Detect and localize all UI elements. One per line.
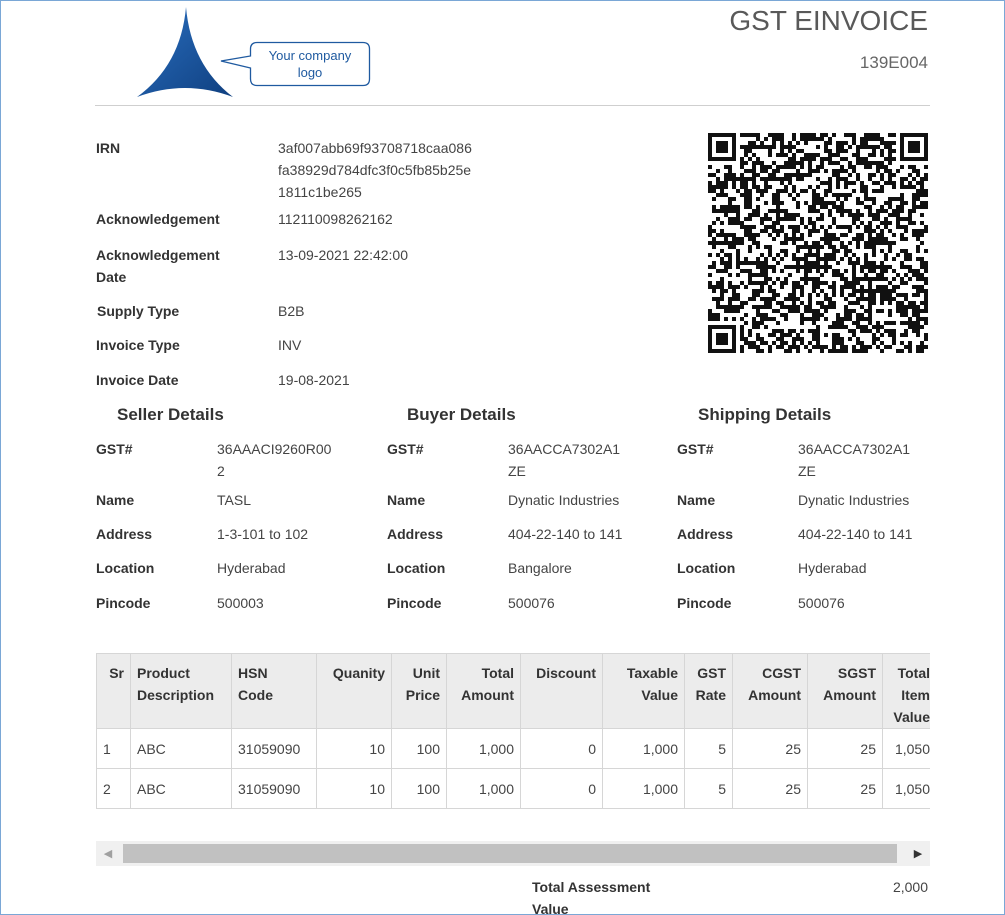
shipping-location-value: Hyderabad [798,560,867,576]
invoice-type-value: INV [278,337,302,353]
table-cell: 31059090 [232,769,317,809]
shipping-address-label: Address [677,526,734,542]
document-title: GST EINVOICE [729,5,928,36]
table-cell: 25 [733,769,808,809]
scroll-right-arrow-icon[interactable]: ▶ [913,848,923,860]
table-cell: 1,000 [447,769,521,809]
logo-callout-text: Your company logo [268,48,352,80]
header-divider [95,105,930,106]
supply-type-label: Supply Type [97,303,180,319]
col-header-hsn-code: HSN Code [232,654,317,729]
invoice-date-value: 19-08-2021 [278,372,350,388]
supply-type-value: B2B [278,303,305,319]
seller-pincode-label: Pincode [96,595,151,611]
items-table-scroll-area[interactable] [96,653,930,813]
scroll-left-arrow-icon[interactable]: ◀ [103,848,113,860]
buyer-pincode-label: Pincode [387,595,442,611]
shipping-name-value: Dynatic Industries [798,492,910,508]
buyer-pincode-value: 500076 [508,595,555,611]
shipping-pincode-label: Pincode [677,595,732,611]
col-header-quantity: Quanity [317,654,392,729]
seller-gst-label: GST# [96,441,133,457]
buyer-address-value: 404-22-140 to 141 [508,526,623,542]
table-cell: 0 [521,769,603,809]
buyer-location-label: Location [387,560,446,576]
table-cell: 25 [808,769,883,809]
col-header-taxable-value: Taxable Value [603,654,685,729]
ack-date-label: Acknowledgement Date [96,247,220,285]
table-cell: 100 [392,769,447,809]
col-header-product-description: Product Description [131,654,232,729]
col-header-cgst-amount: CGST Amount [733,654,808,729]
table-header-row [97,654,931,729]
total-assessment-value: 2,000 [892,879,928,895]
seller-gst-value: 36AAACI9260R00 2 [217,441,332,479]
shipping-pincode-value: 500076 [798,595,845,611]
col-header-sr: Sr [97,654,131,729]
items-table [96,653,930,809]
irn-label: IRN [96,140,121,156]
col-header-total-amount: Total Amount [447,654,521,729]
table-cell: 1,050 [883,729,931,769]
shipping-gst-label: GST# [677,441,714,457]
buyer-location-value: Bangalore [508,560,572,576]
col-header-discount: Discount [521,654,603,729]
buyer-name-label: Name [387,492,426,508]
seller-details-title: Seller Details [117,405,224,424]
seller-name-label: Name [96,492,135,508]
table-cell: 1,000 [447,729,521,769]
shipping-name-label: Name [677,492,716,508]
table-row [97,769,931,809]
table-horizontal-scrollbar[interactable] [96,841,930,866]
shipping-address-value: 404-22-140 to 141 [798,526,913,542]
ack-date-value: 13-09-2021 22:42:00 [278,247,408,263]
table-cell: 5 [685,729,733,769]
table-cell: 5 [685,769,733,809]
table-cell: 1 [97,729,131,769]
table-cell: 25 [808,729,883,769]
shipping-gst-value: 36AACCA7302A1 ZE [798,441,911,479]
seller-address-value: 1-3-101 to 102 [217,526,309,542]
table-cell: 10 [317,729,392,769]
table-cell: 31059090 [232,729,317,769]
shipping-details-title: Shipping Details [698,405,832,424]
table-cell: 10 [317,769,392,809]
table-cell: 0 [521,729,603,769]
table-cell: 1,000 [603,729,685,769]
qr-code-icon [708,133,928,353]
acknowledgement-label: Acknowledgement [96,211,220,227]
seller-name-value: TASL [217,492,251,508]
total-assessment-label: Total Assessment Value [532,879,651,915]
buyer-name-value: Dynatic Industries [508,492,620,508]
buyer-gst-value: 36AACCA7302A1 ZE [508,441,621,479]
seller-location-label: Location [96,560,155,576]
document-number: 139E004 [859,53,928,72]
table-cell: ABC [131,729,232,769]
table-cell: 100 [392,729,447,769]
acknowledgement-value: 112110098262162 [278,211,393,227]
seller-location-value: Hyderabad [217,560,286,576]
invoice-type-label: Invoice Type [96,337,180,353]
scrollbar-thumb[interactable] [123,844,897,863]
irn-value: 3af007abb69f93708718caa086 fa38929d784dfc3f0c5fb85b25e 1811c1be265 [278,140,472,200]
table-row [97,729,931,769]
buyer-address-label: Address [387,526,444,542]
col-header-gst-rate: GST Rate [685,654,733,729]
invoice-date-label: Invoice Date [96,372,179,388]
table-cell: 1,050 [883,769,931,809]
col-header-sgst-amount: SGST Amount [808,654,883,729]
table-cell: 2 [97,769,131,809]
table-cell: 1,000 [603,769,685,809]
seller-address-label: Address [96,526,153,542]
shipping-location-label: Location [677,560,736,576]
col-header-total-item-value: Total Item Value [883,654,931,729]
buyer-gst-label: GST# [387,441,424,457]
col-header-unit-price: Unit Price [392,654,447,729]
seller-pincode-value: 500003 [217,595,264,611]
buyer-details-title: Buyer Details [407,405,516,424]
table-cell: 25 [733,729,808,769]
table-cell: ABC [131,769,232,809]
